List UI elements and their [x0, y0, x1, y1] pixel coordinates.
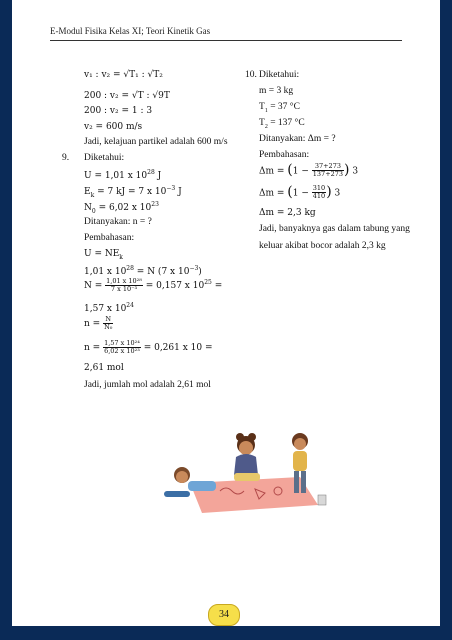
q10-step-3: Δm = 2,3 kg [259, 208, 316, 218]
header-title: E-Modul Fisika Kelas XI; Teori Kinetik Gas [50, 26, 211, 36]
q9-step-1: $U = NE_k$ [84, 249, 123, 261]
page-number-badge: 34 [208, 604, 240, 626]
q9-step-4: 1,57 x $10^{24}$ [84, 302, 134, 314]
q9-asked: Ditanyakan: n = ? [84, 217, 152, 227]
answer-8: Jadi, kelajuan partikel adalah 600 m/s [84, 137, 228, 147]
question-10-number: 10. [245, 70, 257, 80]
q10-asked: Ditanyakan: Δm = ? [259, 134, 336, 144]
q10-solution-label: Pembahasan: [259, 150, 310, 160]
page-frame-bottom [0, 626, 452, 640]
eq-v2: v₂ = 600 m/s [84, 122, 143, 132]
q9-N0: $N_0 = 6,02$ x $10^{23}$ [84, 201, 159, 215]
kid-middle-body [234, 454, 258, 475]
q9-known-label: Diketahui: [84, 153, 125, 163]
q9-solution-label: Pembahasan: [84, 233, 135, 243]
q10-T1: $T_1 = 37$ °C [259, 102, 300, 114]
eq-ratio-2: 200 : v₂ = √T : √9T [84, 91, 170, 101]
paint-bucket [318, 495, 326, 505]
eq-ratio-3: 200 : v₂ = 1 : 3 [84, 106, 153, 116]
kids-drawing-illustration [160, 425, 330, 517]
q10-conclusion-line-2: keluar akibat bocor adalah 2,3 kg [259, 241, 386, 251]
q10-T2: $T_2 = 137$ °C [259, 118, 305, 130]
q9-step-5: n = $\frac{N}{\text{N₀}}$ [84, 315, 113, 332]
q9-U: U = 1,01 x $10^{28}$ J [84, 169, 162, 181]
q9-step-7: 2,61 mol [84, 363, 124, 373]
q10-step-2: Δm = (1 − $\frac{310}{410}$ ) 3 [259, 184, 341, 201]
question-9-number: 9. [62, 153, 70, 163]
page-frame-left [0, 0, 12, 640]
q10-mass: m = 3 kg [259, 86, 294, 96]
q9-Ek: $E_k = 7$ kJ = 7 x $10^{-3}$ J [84, 185, 182, 199]
q9-conclusion: Jadi, jumlah mol adalah 2,61 mol [84, 380, 211, 390]
kid-left-legs [164, 491, 190, 497]
page-frame-right [440, 0, 452, 640]
q9-step-3: N = $\frac{\text{1,01 x 10²⁸}}{\text{7 x 10⁻³}}$ = 0,157 x $10^{25}$ = [84, 277, 223, 294]
page [12, 12, 440, 626]
header-divider [50, 40, 402, 41]
kid-right-body [293, 451, 307, 471]
q10-known-label: Diketahui: [259, 70, 300, 80]
q10-conclusion-line-1: Jadi, banyaknya gas dalam tabung yang [259, 224, 410, 234]
q10-step-1: Δm = (1 − $\frac{37+273}{137+273}$ ) 3 [259, 162, 359, 179]
kid-left-body [188, 481, 216, 491]
q9-step-2: 1,01 x $10^{28} = N$ (7 x $10^{-3}$) [84, 265, 202, 277]
q9-step-6: n = $\frac{\text{1,57 x 10²⁴}}{\text{6,02 x 10²³}}$ = 0,261 x 10 = [84, 339, 213, 356]
eq-ratio-1: v₁ : v₂ = √T₁ : √T₂ [84, 70, 163, 80]
